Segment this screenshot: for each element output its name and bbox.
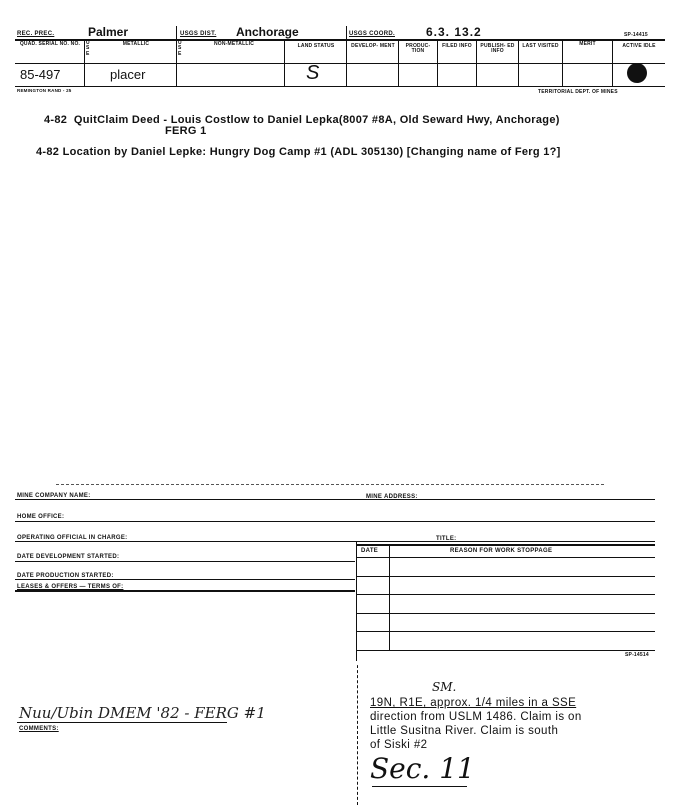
- col-land-status: LAND STATUS: [297, 43, 335, 49]
- date-column-header: DATE: [361, 548, 379, 554]
- metallic-value: placer: [110, 67, 146, 82]
- land-status-value: S: [306, 62, 320, 84]
- operating-official-label: OPERATING OFFICIAL IN CHARGE:: [17, 535, 128, 541]
- col-use-metallic: U S E: [86, 40, 90, 57]
- location-line: 19N, R1E, approx. 1/4 miles in a SSE: [370, 697, 577, 709]
- location-line: Little Susitna River. Claim is south: [370, 725, 559, 737]
- col-metallic: METALLIC: [122, 41, 150, 47]
- col-last-visited: LAST VISITED: [522, 43, 559, 49]
- col-active-idle: ACTIVE IDLE: [622, 43, 656, 49]
- mine-address-label: MINE ADDRESS:: [366, 494, 418, 500]
- rec-prec-value: Palmer: [88, 25, 129, 39]
- col-production: PRODUC- TION: [405, 43, 431, 55]
- date-production-started-label: DATE PRODUCTION STARTED:: [17, 573, 114, 579]
- col-quad-serial: QUAD. SERIAL NO. NO.: [19, 41, 81, 47]
- location-line: of Siski #2: [370, 739, 428, 751]
- entry-quitclaim-cont: FERG 1: [165, 125, 207, 137]
- comments-label: COMMENTS:: [19, 726, 59, 732]
- col-use-nonmetallic: U S E: [178, 40, 182, 57]
- usgs-dist-label: USGS DIST.: [180, 31, 217, 37]
- entry-location: 4-82 Location by Daniel Lepke: Hungry Dog Camp #1 (ADL 305130) [Changing name of Ferg 1?]: [36, 146, 561, 158]
- mine-company-name-label: MINE COMPANY NAME:: [17, 493, 91, 499]
- usgs-coord-label: USGS COORD.: [349, 31, 395, 37]
- handwritten-comment: Nuu/Ubin DMEM '82 - FERG #1: [19, 704, 266, 722]
- col-development: DEVELOP- MENT: [351, 43, 395, 49]
- home-office-label: HOME OFFICE:: [17, 514, 65, 520]
- leases-offers-label: LEASES & OFFERS — TERMS OF:: [17, 584, 124, 590]
- location-text: [370, 696, 660, 752]
- sm-note: SM.: [432, 680, 457, 694]
- rec-prec-label: REC. PREC.: [17, 31, 55, 37]
- card-footer-left: REMINGTON RAND - 25: [17, 88, 72, 93]
- col-published-info: PUBLISH- ED INFO: [480, 43, 515, 55]
- reason-column-header: REASON FOR WORK STOPPAGE: [450, 548, 553, 554]
- entry-quitclaim: 4-82 QuitClaim Deed - Louis Costlow to Daniel Lepka(8007 #8A, Old Seward Hwy, Anchorage): [44, 114, 560, 126]
- date-development-started-label: DATE DEVELOPMENT STARTED:: [17, 554, 120, 560]
- col-filed-info: FILED INFO: [442, 43, 472, 49]
- title-label: TITLE:: [436, 536, 457, 542]
- form-code-2: SP-14514: [625, 652, 649, 658]
- col-merit: MERIT: [579, 41, 596, 47]
- sec-note: Sec. 11: [370, 752, 475, 785]
- col-non-metallic: NON-METALLIC: [213, 41, 255, 47]
- active-indicator-dot: [627, 63, 647, 83]
- card-footer-right: TERRITORIAL DEPT. OF MINES: [538, 89, 618, 95]
- location-line: direction from USLM 1486. Claim is on: [370, 711, 582, 723]
- usgs-coord-value: 6.3. 13.2: [426, 25, 482, 39]
- serial-value: 85-497: [20, 67, 61, 82]
- form-code: SP-14415: [624, 32, 648, 38]
- usgs-dist-value: Anchorage: [236, 25, 299, 39]
